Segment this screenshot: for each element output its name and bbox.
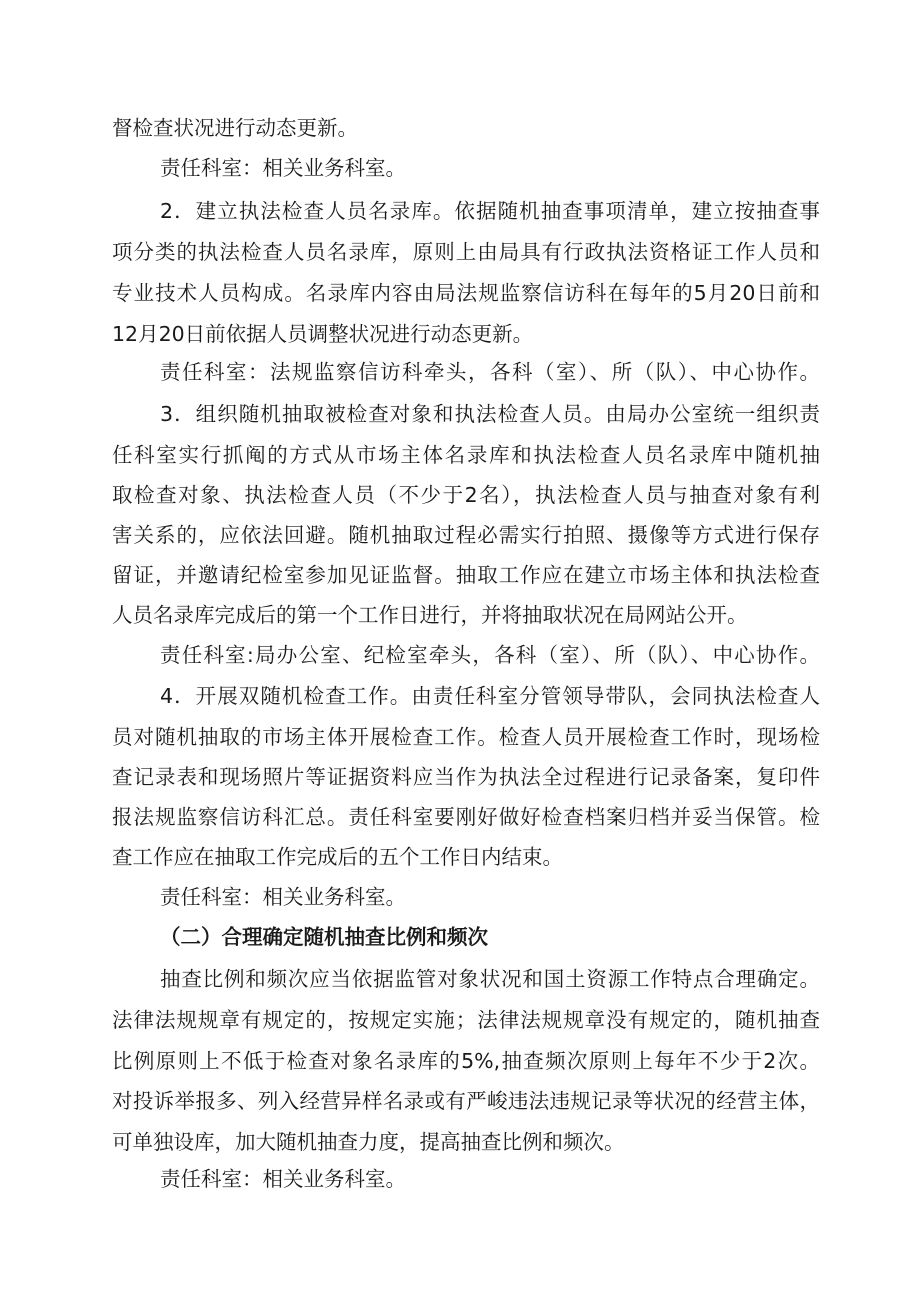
responsible-office-line: 责任科室：相关业务科室。 [160, 156, 406, 180]
paragraph-line: 法律法规规章有规定的，按规定实施；法律法规规章没有规定的，随机抽查 [112, 1008, 820, 1032]
paragraph-line: 对投诉举报多、列入经营异样名录或有严峻违法违规记录等状况的经营主体， [112, 1089, 820, 1113]
item-2-heading-line: 2．建立执法检查人员名录库。依据随机抽查事项清单，建立按抽查事 [160, 199, 820, 223]
paragraph-line: 取检查对象、执法检查人员（不少于2名），执法检查人员与抽查对象有利 [112, 483, 820, 507]
paragraph-line: 害关系的，应依法回避。随机抽取过程必需实行拍照、摄像等方式进行保存 [112, 523, 820, 547]
paragraph-line: 查记录表和现场照片等证据资料应当作为执法全过程进行记录备案，复印件 [112, 765, 820, 789]
paragraph-line: 人员名录库完成后的第一个工作日进行，并将抽取状况在局网站公开。 [112, 603, 748, 627]
paragraph-line: 留证，并邀请纪检室参加见证监督。抽取工作应在建立市场主体和执法检查 [112, 563, 820, 587]
item-3-heading-line: 3．组织随机抽取被检查对象和执法检查人员。由局办公室统一组织责 [160, 402, 820, 426]
paragraph-line: 比例原则上不低于检查对象名录库的5%,抽查频次原则上每年不少于2次。 [112, 1049, 820, 1073]
paragraph-line: 员对随机抽取的市场主体开展检查工作。检查人员开展检查工作时，现场检 [112, 725, 820, 749]
responsible-office-line: 责任科室：相关业务科室。 [160, 1167, 406, 1191]
paragraph-line: 查工作应在抽取工作完成后的五个工作日内结束。 [112, 845, 563, 869]
paragraph-line: 专业技术人员构成。名录库内容由局法规监察信访科在每年的5月20日前和 [112, 281, 820, 305]
paragraph-line: 督检查状况进行动态更新。 [112, 116, 358, 140]
paragraph-line: 抽查比例和频次应当依据监管对象状况和国土资源工作特点合理确定。 [160, 967, 820, 991]
paragraph-line: 报法规监察信访科汇总。责任科室要刚好做好检查档案归档并妥当保管。检 [112, 805, 820, 829]
responsible-office-line: 责任科室：法规监察信访科牵头，各科（室）、所（队）、中心协作。 [160, 360, 820, 384]
paragraph-line: 可单独设库，加大随机抽查力度，提高抽查比例和频次。 [112, 1130, 625, 1154]
responsible-office-line: 责任科室:局办公室、纪检室牵头，各科（室）、所（队）、中心协作。 [160, 643, 820, 667]
item-4-heading-line: 4．开展双随机检查工作。由责任科室分管领导带队，会同执法检查人 [160, 684, 820, 708]
paragraph-line: 12月20日前依据人员调整状况进行动态更新。 [112, 322, 534, 346]
paragraph-line: 任科室实行抓阄的方式从市场主体名录库和执法检查人员名录库中随机抽 [112, 443, 820, 467]
section-heading: （二）合理确定随机抽查比例和频次 [160, 925, 488, 949]
paragraph-line: 项分类的执法检查人员名录库，原则上由局具有行政执法资格证工作人员和 [112, 240, 820, 264]
responsible-office-line: 责任科室：相关业务科室。 [160, 885, 406, 909]
